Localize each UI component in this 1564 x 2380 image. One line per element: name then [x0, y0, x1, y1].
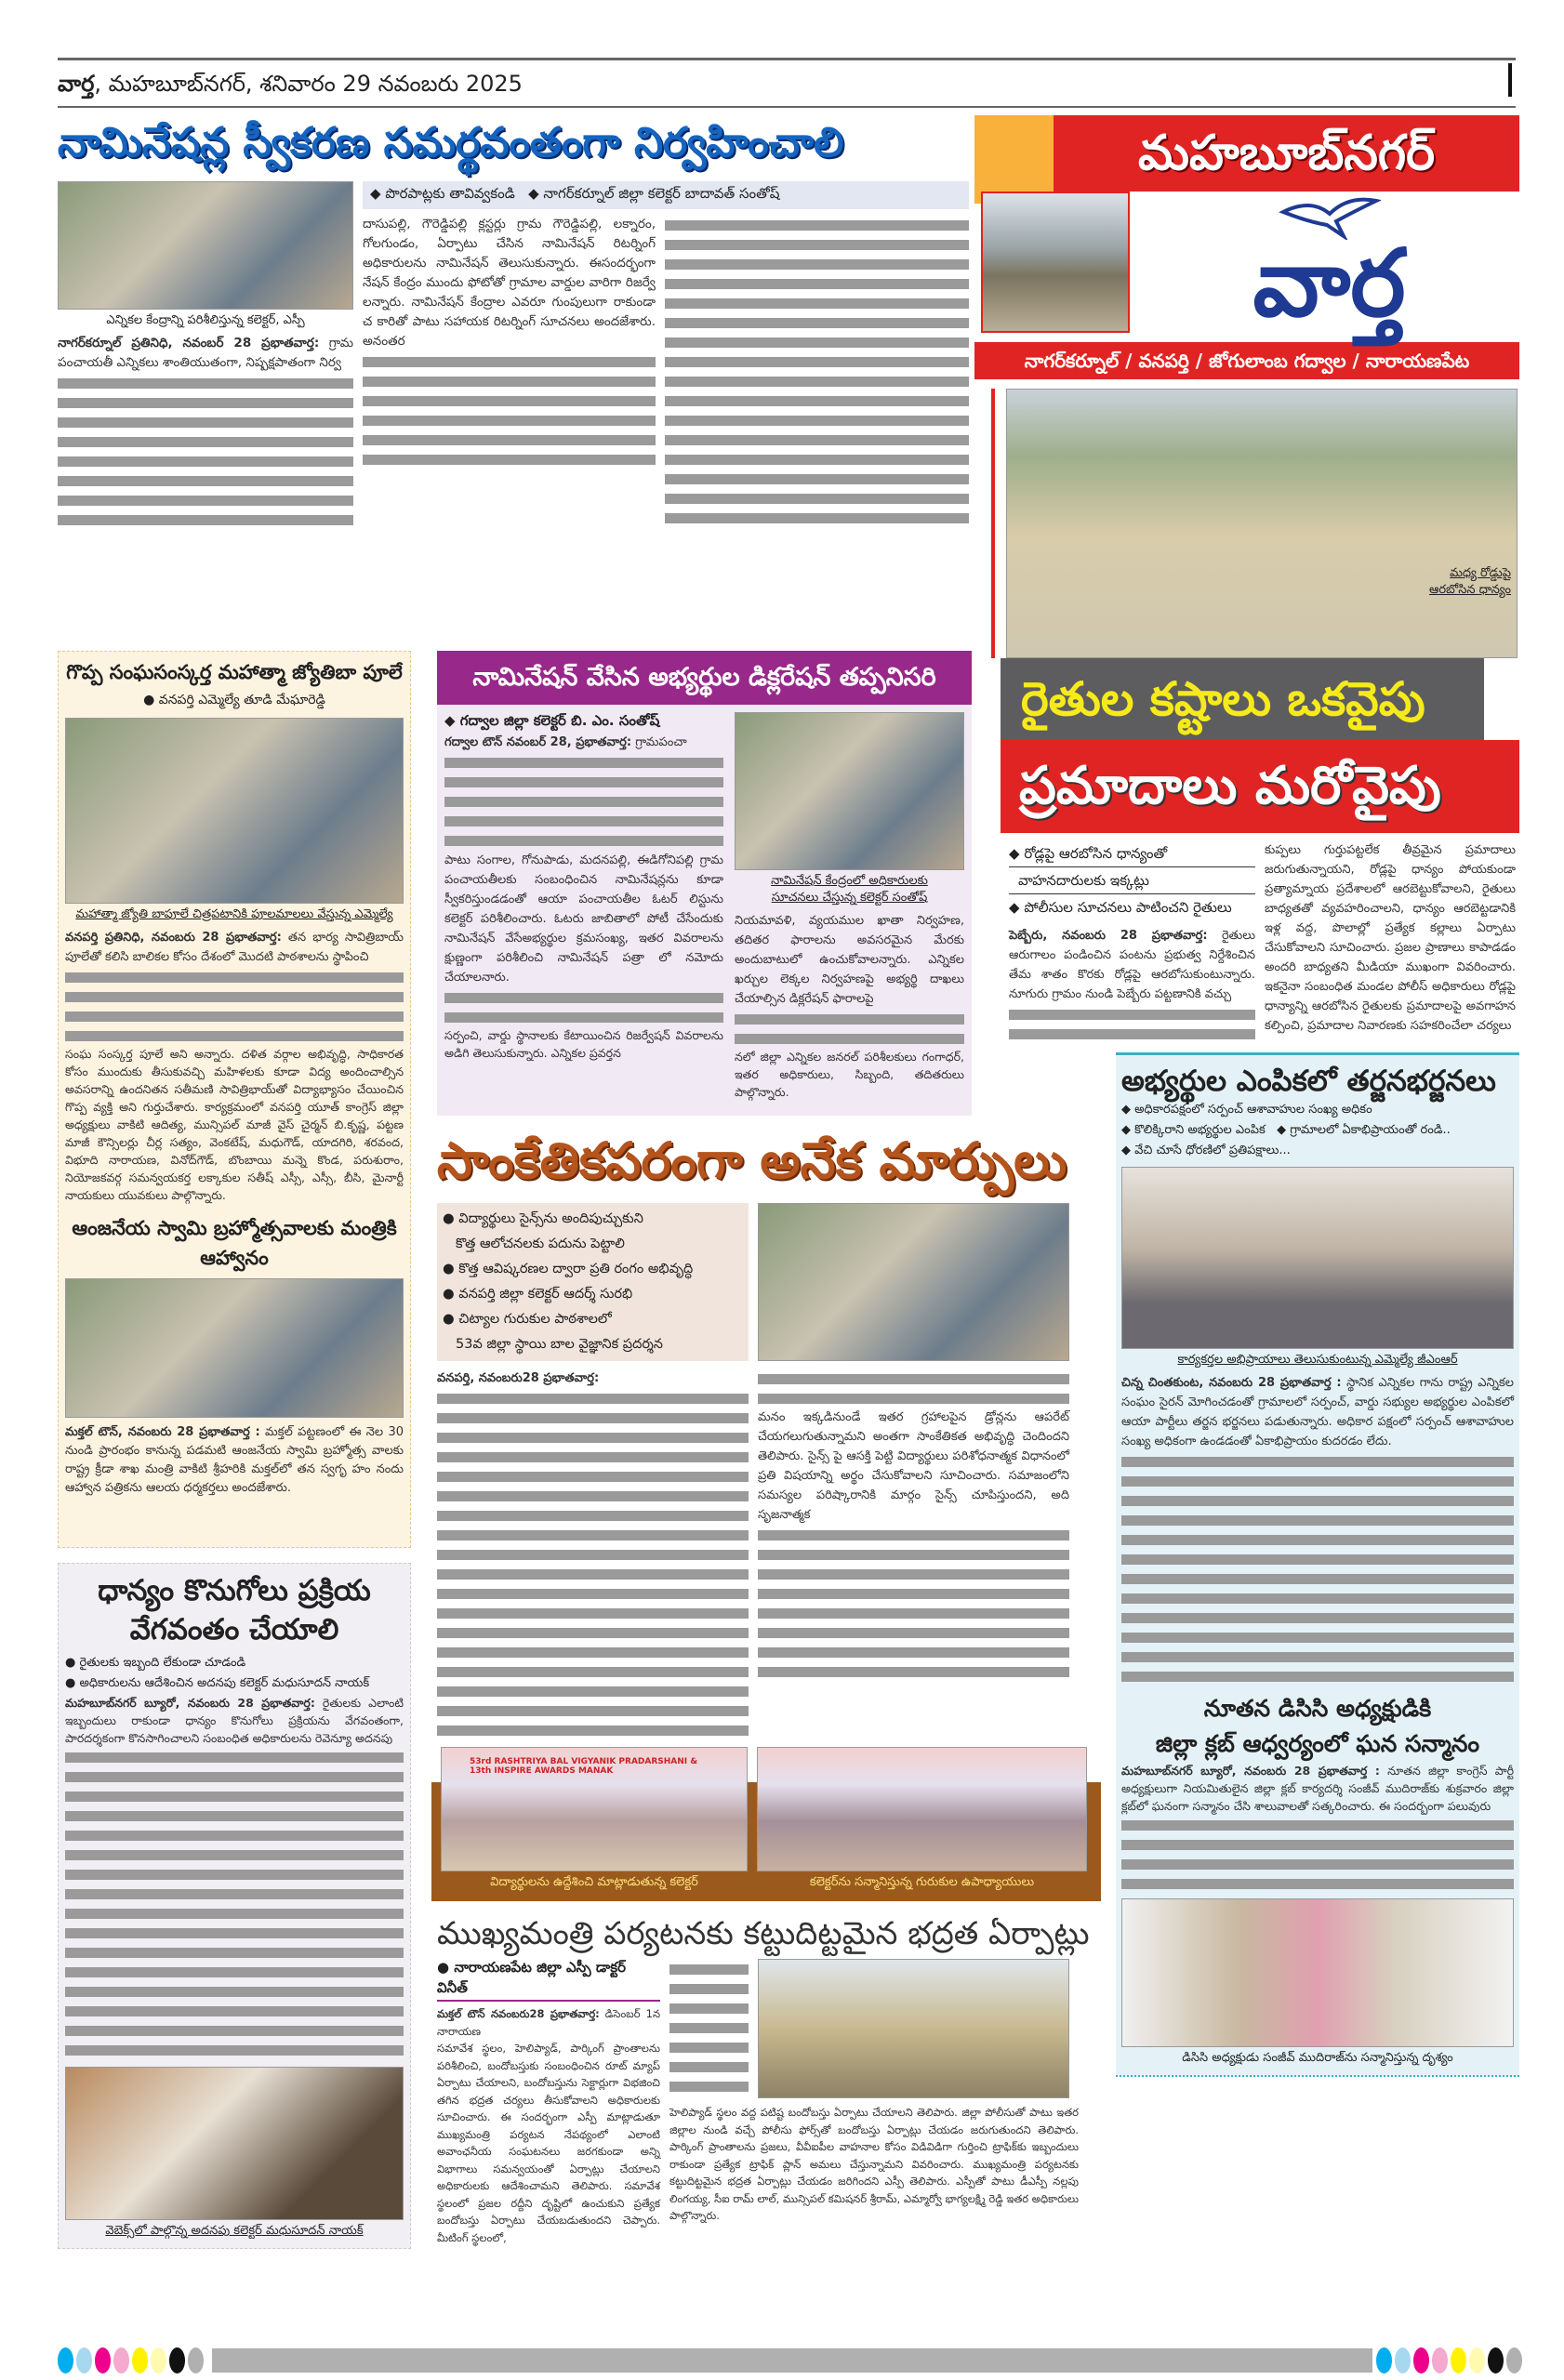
bullet-text: కొలిక్కిరాని అభ్యర్థుల ఎంపిక [1134, 1123, 1266, 1137]
registration-dot [76, 2347, 92, 2373]
registration-dots-right [1376, 2347, 1525, 2374]
date-text: , మహబూబ్‌నగర్, శనివారం 29 నవంబరు 2025 [94, 71, 523, 97]
headline-line: నూతన డిసిసి అధ్యక్షుడికి [1203, 1695, 1432, 1722]
collector-speech-photo [441, 1747, 748, 1871]
story4-headline: ఆంజనేయ స్వామి బ్రహ్మోత్సవాలకు మంత్రికి ఆహ్వానం [72, 1217, 397, 1269]
masthead-orange-block [974, 115, 1054, 192]
story6-caption-right: కలెక్టర్‌ను సన్మానిస్తున్న గురుకుల ఉపాధ్యాయులు [809, 1875, 1035, 1889]
phule-box [58, 651, 411, 1548]
story3-tail: సంఘ సంస్కర్త పూలే అని అన్నారు. దళిత వర్గాల అభివృద్ధి, సాధికారత కోసం ముందుకు తీసుకువచ్చి మహిళలకు కూడా విద్య అందించాల్సిన అవసరాన్ని ఉందనితన సతీమణి సావిత్రిభాయ్‌తో విద్యాభ్యాసం చేయించిన గొప్ప వ్యక్తి అని గుర్తుచేశారు. కార్యక్రమంలో వనపర్తి యూత్ కాంగ్రెస్ జిల్లా అధ్యక్షులు వాకిటి ఆదిత్య, మున్సిపల్ మాజీ వైస్ చైర్మన్ బి.కృష్ణ, పట్టణ మాజీ కౌన్సిలర్లు చీర్ల సత్యం, వెంకటేష్, మధుగౌడ్, యాదగిరి, శరవంద, విభూది నారాయణ, వినోద్‌గౌడ్, బొంబాయి మన్నె కొండ, పరుశురాం, నియోజకవర్గ సమన్వయకర్త లక్కాకుల సతీష్ ఎస్సీ, ఎస్సీ, బీసి, మైనార్టీ నాయకులు యువకులు పాల్గొన్నారు. [65, 1047, 404, 1202]
story7-dateline: మహబూబ్‌నగర్ బ్యూరో, నవంబరు 28 ప్రభాతవార్త: [65, 1696, 315, 1710]
story1-body-start [58, 334, 353, 373]
story4-dateline: మక్తల్ టౌన్, నవంబరు 28 ప్రభాతవార్త : [65, 1425, 260, 1439]
story6-text-lines [758, 1368, 1069, 1408]
story5-col2 [735, 712, 964, 1101]
story3-headline: గొప్ప సంఘసంస్కర్త మహాత్మా జ్యోతిబా పూలే [66, 661, 403, 683]
grain-box [58, 1563, 411, 2249]
registration-dot [1451, 2347, 1466, 2373]
story1-lead: గ్రామ పంచాయతీ ఎన్నికలు శాంతియుతంగా, నిష్పక్షపాతంగా నిర్వ [58, 335, 353, 370]
story5-dateline-line [444, 733, 723, 752]
story6-dateline-line [437, 1368, 749, 1388]
story5-col1 [444, 712, 723, 1062]
farmer-grain-photo [1006, 389, 1518, 658]
caption-line: సూచనలు చేస్తున్న కలెక్టర్ సంతోష్ [771, 891, 928, 905]
story7-bullets [65, 1653, 404, 1694]
registration-dot [1432, 2347, 1448, 2373]
story1-caption: ఎన్నికల కేంద్రాన్ని పరిశీలిస్తున్న కలెక్టర్, ఎస్పీ [106, 312, 305, 327]
story1-subhead-bar: ◆ పొరపాట్లకు తావివ్వకండి ◆ నాగర్‌కర్నూల్ జిల్లా కలెక్టర్ బాదావత్ సంతోష్ [363, 181, 969, 209]
story1-photo-column [58, 181, 353, 529]
bullet-item: 53వ జిల్లా స్థాయి బాల వైజ్ఞానిక ప్రదర్శన [456, 1337, 663, 1352]
registration-dot [113, 2347, 129, 2373]
bullet-item: ◆ పోలీసుల సూచనలు పాటించని రైతులు [1009, 899, 1232, 916]
headline-line: జిల్లా క్లబ్ ఆధ్వర్యంలో ఘన సన్మానం [1155, 1730, 1480, 1757]
byline-text: వనపర్తి ఎమ్మెల్యే తూడి మేఘారెడ్డి [158, 693, 325, 707]
story7-body [65, 1694, 404, 1747]
story6-text-lines [758, 1525, 1069, 1681]
story6-text-lines [437, 1388, 749, 1739]
registration-dot [58, 2347, 73, 2373]
farmer-photo-caption: మధ్య రోడ్డుపై ఆరబోసిన ధాన్యం [1428, 566, 1511, 597]
story1-headline: నామినేషన్ల స్వీకరణ సమర్థవంతంగా నిర్వహించాలి [58, 119, 844, 166]
registration-dot [1506, 2347, 1522, 2373]
masthead-logo: వార్త [1253, 229, 1406, 337]
bullet-item: ◆ అధికారపక్షంలో సర్పంచ్ ఆశావాహుల సంఖ్య అధికం [1121, 1103, 1372, 1117]
story3-dateline: వనపర్తి ప్రతినిధి, నవంబరు 28 ప్రభాతవార్త: [65, 931, 282, 945]
story2-photo-row [974, 389, 1519, 658]
story1-subhead: పొరపాట్లకు తావివ్వకండి [385, 184, 515, 202]
story6-right: మనం ఇక్కడినుండే ఇతర గ్రహాలపైన డ్రోన్లను ఆపరేట్ చేయగలుగుతున్నామని అంతగా సాంకేతికత అభివృద్ధి చెందిందని తెలిపారు. సైన్స్ పై ఆసక్తి పెట్టి విద్యార్థులు పరిశోధనాత్మక విధానంలో ప్రతి విషయాన్ని అర్థం చేసుకోవాలని సూచించారు. సమాజంలోని సమస్యల పరిష్కారానికి మార్గం సైన్స్ చూపిస్తుందని, అది సృజనాత్మక [758, 1410, 1069, 1522]
bullet-text: చిట్యాల గురుకుల పాఠశాలలో [458, 1312, 612, 1327]
phule-photo [65, 718, 404, 904]
registration-dot [1469, 2347, 1485, 2373]
story5-dateline: గద్వాల టౌన్ నవంబర్ 28, ప్రభాతవార్త: [444, 735, 632, 749]
story7-headline: ధాన్యం కొనుగోలు ప్రక్రియ వేగవంతం చేయాలి [98, 1574, 371, 1646]
bullet-text: రోడ్లపై ఆరబోసిన ధాన్యంతో [1024, 845, 1168, 862]
bullet-item: ● విద్యార్థులు సైన్స్‌ను అందిపుచ్చుకుని [443, 1211, 643, 1226]
story7-lead: రైతులకు ఎలాంటి ఇబ్బందులు రాకుండా ధాన్యం కొనుగోలు ప్రక్రియను వేగవంతంగా, పారదర్శకంగా కొనసాగించాలని సంబంధిత అధికారులను రెవెన్యూ అదనపు [65, 1696, 404, 1745]
masthead-top [974, 115, 1519, 192]
story9-headline: అభ్యర్థుల ఎంపికలో తర్జనభర్జనలు [1121, 1064, 1496, 1098]
registration-dot [188, 2347, 204, 2373]
story6-col2 [758, 1368, 1069, 1681]
mla-meeting-photo [1121, 1167, 1514, 1349]
story8-col1-text: సమావేశ స్థలం, హెలిప్యాడ్, పార్కింగ్ ప్రాంతాలను పరిశీలించి, బందోబస్తుకు సంబంధించిన రూట్ మ్యాప్ ఏర్పాటు చేయాలని, బందోబస్తును సెక్టార్లుగా విభజించి తగిన భద్రత చర్యలు తీసుకోవాలని అధికారులకు సూచించారు. ఈ సందర్భంగా ఎస్పీ మాట్లాడుతూ ముఖ్యమంత్రి పర్యటన నేపథ్యంలో ఎలాంటి అవాంఛనీయ సంఘటనలు జరగకుండా అన్ని విభాగాలు సమన్వయంతో ఏర్పాట్లు చేయాలని అధికారులకు ఆదేశించామని తెలిపారు. సమావేశ స్థలంలో ప్రజల రద్దీని దృష్టిలో ఉంచుకుని ప్రత్యేక బందోబస్తు ఏర్పాటు చేయబడుతుందని చెప్పారు. మీటింగ్ స్థలంలో, [437, 2042, 660, 2244]
story5-lead: గ్రామపంచా [635, 735, 687, 749]
story7-caption: వెబెక్స్‌లో పాల్గొన్న అదనపు కలెక్టర్ మధుసూదన్ నాయక్ [105, 2224, 364, 2238]
story1-columns [58, 181, 969, 529]
story5-text-lines [444, 987, 723, 1026]
declaration-box [437, 651, 972, 1116]
bullet-item: వాహనదారులకు ఇక్కట్లు [1009, 866, 1255, 894]
bullet-item: ● కొత్త ఆవిష్కరణల ద్వారా ప్రతి రంగం అభివృద్ధి [443, 1262, 694, 1276]
story10-headline [1121, 1691, 1514, 1762]
dcc-felicitation-photo [1121, 1898, 1514, 2047]
registration-dot [1376, 2347, 1392, 2373]
masthead-districts: నాగర్‌కర్నూల్ / వనపర్తి / జోగులాంబ గద్వాల / నారాయణపేట [974, 342, 1519, 379]
science-exhibit-photo [758, 1203, 1069, 1361]
story9-body [1121, 1373, 1514, 1451]
bullet-item: ● రైతులకు ఇబ్బంది లేకుండా చూడండి [65, 1656, 246, 1670]
bullet-item: ● అధికారులను ఆదేశించిన అదనపు కలెక్టర్ మధుసూదన్ నాయక్ [65, 1676, 370, 1690]
story5-mid: పాటు సంగాల, గోనుపాడు, మదనపల్లి, ఈడిగోనిపల్లి గ్రామ పంచాయతీలకు సంబంధించిన నామినేషన్లను కూడా స్వీకరిస్తుండడంతో ఆయా పంచాయతీల ఓటర్ లిస్టును కలెక్టర్ పరిశీలించారు. ఓటరు జాబితాలో పోటీ చేసేందుకు నామినేషన్ వేసేఅభ్యర్థుల క్రమసంఖ్య, ఇతర వివరాలను క్షుణ్ణంగా పరిశీలించి నామినేషన్ పత్రా లో నమోదు చేయాలనారు. [444, 853, 723, 985]
registration-bar [212, 2348, 1372, 2373]
registration-dot [95, 2347, 111, 2373]
story10-caption: డిసిసి అధ్యక్షుడు సంజీవ్ ముదిరాజ్‌ను సన్మానిస్తున్న దృశ్యం [1182, 2051, 1453, 2065]
paper-name: వార్త [58, 71, 95, 97]
story9-text-lines [1121, 1451, 1514, 1686]
story9-bullets [1121, 1100, 1514, 1161]
story6-col1 [437, 1368, 749, 1739]
story2-headline-1: రైతుల కష్టాలు ఒకవైపు [1001, 658, 1484, 740]
story6-text-row [437, 1368, 1097, 1739]
byline-text: గద్వాల జిల్లా కలెక్టర్ బి. ఎం. సంతోష్ [459, 712, 660, 729]
teachers-felicitation-photo [757, 1747, 1087, 1871]
story10-dateline: మహబూబ్‌నగర్ బ్యూరో, నవంబరు 28 ప్రభాతవార్త : [1121, 1764, 1380, 1778]
story3-lead: తన భార్య సావిత్రిబాయ్ పూలేతో కలిసి బాలికల కోసం దేశంలో మొదటి పాఠశాలను స్థాపించి [65, 931, 404, 964]
red-arrow [991, 389, 995, 658]
bullet-item: ◆ వేచి చూసే ధోరణిలో ప్రతిపక్షాలు... [1121, 1144, 1291, 1157]
story10-text-lines [1121, 1815, 1514, 1893]
bullet-text: అధికారపక్షంలో సర్పంచ్ ఆశావాహుల సంఖ్య అధికం [1134, 1103, 1372, 1117]
district: నాగర్‌కర్నూల్ [1024, 350, 1120, 372]
story8-col1 [437, 1959, 660, 2246]
story9-caption: కార్యకర్తల అభిప్రాయాలు తెలుసుకుంటున్న ఎమ్మెల్యే జీఎంఆర్ [1177, 1353, 1458, 1367]
district: జోగులాంబ గద్వాల [1209, 350, 1346, 372]
top-rule [58, 58, 1516, 60]
district: నారాయణపేట [1365, 350, 1470, 372]
story5-end-left: సర్పంచి, వార్డు స్థానాలకు కేటాయించిన రిజర్వేషన్ వివరాలను అడిగి తెలుసుకున్నారు. ఎన్నికల ప్రవర్తన [444, 1028, 723, 1060]
story1-text-lines [58, 373, 353, 529]
nomination-centre-photo [735, 712, 964, 870]
story5-byline: ◆ గద్వాల జిల్లా కలెక్టర్ బి. ఎం. సంతోష్ [444, 712, 660, 729]
story6-photo-strip [437, 1747, 1097, 1903]
masthead-logo-row [974, 192, 1519, 342]
story8-dateline: మక్తల్ టౌన్ నవంబరు28 ప్రభాతవార్త: [437, 2007, 600, 2020]
middle-column [437, 651, 1097, 2246]
story2-lead: రైతులు ఆరుగాలం పండించిన పంటను ప్రభుత్వ నిర్దేశించిన తేమ శాతం కొరకు రోడ్లపై ఆరబోసుకుంటున్నారు. నూగురు గ్రామం నుండి పెబ్బేరు పట్టణానికి వచ్చు [1009, 929, 1255, 1001]
story2-dateline: పెబ్బేరు, నవంబరు 28 ప్రభాతవార్త: [1009, 929, 1208, 943]
bullet-item: ● చిట్యాల గురుకుల పాఠశాలలో [443, 1312, 612, 1327]
registration-dot [132, 2347, 148, 2373]
story10-body [1121, 1762, 1514, 1815]
story8-byline: ● నారాయణపేట జిల్లా ఎస్పీ డాక్టర్ వినీత్ [437, 1959, 660, 2002]
story4-text: మక్తల్ పట్టణంలో ఈ నెల 30 నుండి ప్రారంభం కానున్న పడమటి ఆంజనేయ స్వామి బ్రహ్మోత్స వాలకు రాష్ట్ర క్రీడా శాఖ మంత్రి వాకిటి శ్రీహరికి మక్తల్‌లో తన స్వగృ హం నందు ఆహ్వాన పత్రికను ఆలయ ధర్మకర్తలు అందజేశారు. [65, 1425, 404, 1495]
story4-body [65, 1423, 404, 1498]
left-column [58, 651, 411, 2249]
story6-bullets [437, 1203, 749, 1361]
story8-col2-text: హెలిప్యాడ్ స్థలం వద్ద పటిష్ట బందోబస్తు ఏర్పాటు చేయాలని తెలిపారు. జిల్లా పోలీసుతో పాటు ఇతర జిల్లాల నుండి వచ్చే పోలీసు ఫోర్స్‌తో బందోబస్తు ఏర్పాట్లు చేయడం జరుగుతుందని తెలిపారు. పార్కింగ్ ప్రాంతాలను ప్రజలు, వీవీఐపీల వాహనాల కోసం విడివిడిగా గుర్తించి ట్రాఫిక్‌కు ఇబ్బందులు రాకుండా ప్రత్యేక ట్రాఫిక్ ప్లాన్ అమలు చేస్తున్నామని వివరించారు. ముఖ్యమంత్రి పర్యటనకు కట్టుదిట్టమైన భద్రత ఏర్పాట్లు చేయడం జరిగిందని ఎస్పీ తెలిపారు. ఎస్పీతో పాటు డీఎస్పీ నల్లపు లింగయ్య, సీఐ రామ్ లాల్, మున్సిపల్ కమిషనర్ శ్రీరామ్, ఎమ్మార్వో భాగ్యలక్ష్మి రెడ్డి ఇతర అధికారులు పాల్గొన్నారు. [669, 2106, 1079, 2222]
bullet-item: ◆ కొలిక్కిరాని అభ్యర్థుల ఎంపిక ◆ గ్రామాలలో ఏకాభిప్రాయంతో రండి.. [1121, 1123, 1451, 1137]
story6-caption-left: విద్యార్థులను ఉద్దేశించి మాట్లాడుతున్న కలెక్టర్ [490, 1875, 698, 1889]
story5-columns [437, 705, 972, 1108]
story8-lead: డిసెంబర్ 1న నారాయణ [437, 2007, 661, 2038]
bullet-text: విద్యార్థులు సైన్స్‌ను అందిపుచ్చుకుని [458, 1211, 643, 1226]
story8-text-lines [669, 1959, 749, 2098]
story6-top-row [437, 1203, 1097, 1361]
dateline [58, 71, 523, 102]
right-lower-box [1116, 1052, 1519, 2077]
bullet-text: గ్రామాలలో ఏకాభిప్రాయంతో రండి.. [1290, 1123, 1451, 1137]
story1-text-lines [665, 215, 969, 527]
story1-text-area [363, 181, 969, 527]
story10-lead: నూతన జిల్లా కాంగ్రెస్ పార్టీ అధ్యక్షులుగా నియమితులైన జిల్లా క్లబ్ కార్యదర్శి సంజీవ్ ముదిరాజ్‌కు శుక్రవారం జిల్లా క్లబ్‌లో ఘనంగా సన్మానం చేసి శాలువాలతో సత్కరించారు. ఈ సందర్భంగా పలువురు [1121, 1764, 1514, 1813]
story2-headline-2: ప్రమాదాలు మరోవైపు [1001, 740, 1519, 833]
story3-text-lines [65, 967, 404, 1045]
caption-line: నామినేషన్ కేంద్రంలో అధికారులకు [771, 874, 928, 888]
story3-byline: ● వనపర్తి ఎమ్మెల్యే తూడి మేఘారెడ్డి [143, 693, 325, 707]
header-rule [58, 106, 1516, 108]
story1-col2: దాసుపల్లి, గౌరెడ్డిపల్లి క్లస్టర్లు గ్రామ గౌరెడ్డిపల్లి, లక్నారం, గోలగుండం, ఏర్పాటు చేసిన నామినేషన్ రిటర్నింగ్ అధికారులను నామినేషన్ తెలుసుకున్నారు. ఈసందర్భంగా నేషన్ కేంద్రం ముందు ఫోటోతో గ్రామాల వార్డుల వారిగా రిజర్వే లన్నారు. నామినేషన్ కేంద్రాల ఎవరూ గుంపులుగా రాకుండా చ కారితో పాటు సహాయక రిటర్నింగ్ సూచనలు అందజేశారు. అనంతర [363, 216, 656, 349]
bullet-text: వేచి చూసే ధోరణిలో ప్రతిపక్షాలు... [1134, 1144, 1291, 1157]
story8-row [437, 1959, 1097, 2246]
story6-dateline: వనపర్తి, నవంబరు28 ప్రభాతవార్త: [437, 1371, 600, 1385]
story9-dateline: చిన్న చింతకుంట, నవంబరు 28 ప్రభాతవార్త : [1121, 1376, 1342, 1390]
registration-dot [1395, 2347, 1411, 2373]
bullet-item: కొత్త ఆలోచనలకు పదును పెట్టాలి [456, 1236, 625, 1251]
story1-text-lines [363, 351, 656, 469]
police-inspection-photo [758, 1959, 1069, 2098]
story1-subhead: నాగర్‌కర్నూల్ జిల్లా కలెక్టర్ బాదావత్ సంతోష్ [543, 184, 780, 202]
story1-col2-column [363, 215, 656, 469]
bullet-text: కొత్త ఆవిష్కరణల ద్వారా ప్రతి రంగం అభివృద్ధి [458, 1262, 694, 1276]
story5-text-lines [735, 1009, 964, 1048]
bullet-text: రైతులకు ఇబ్బంది లేకుండా చూడండి [79, 1656, 246, 1670]
district: వనపర్తి [1138, 350, 1189, 372]
story8-dateline-line [437, 2005, 660, 2040]
story2-col2: కుప్పలు గుర్తుపట్టలేక తీవ్రమైన ప్రమాదాలు జరుగుతున్నాయని, రోడ్లపై ధాన్యం పోయకుండా ప్రత్యామ్నాయ ప్రదేశాలలో ఆరబెట్టుకోవాలని, రైతులు బాధ్యతతో వ్యవహరించాలని, ధాన్యం ఆరబెట్టడానికి ఇళ్ల వద్ద, పొలాల్లో ప్రత్యేక కల్లాలు ఏర్పాటు చేసుకోవాలని సూచించారు. ప్రజల ప్రాణాలు కాపాడడం అందరి బాధ్యతని మీడియా ముఖంగా వివరించారు. ఇకనైనా సంబంధిత మండల పోలీస్ అధికారులు రోడ్లపై ధాన్యాన్ని ఆరబోసిన రైతులకు ప్రమాదాలపై అవగాహన కల్పించి, ప్రమాదాల నివారణకు సహకరించేలా చర్యలు [1265, 843, 1516, 1033]
registration-dot [1488, 2347, 1504, 2373]
story8-photo-row [669, 1959, 1097, 2098]
registration-dot [1413, 2347, 1429, 2373]
story9-lead: స్థానిక ఎన్నికల గాను రాష్ట్ర ఎన్నికల సంఘం సైరన్ మోగించడంతో గ్రామాలలో సర్పంచ్, వార్డు సభ్యుల అభ్యర్థుల ఎంపికలో ఆయా పార్టీలు తర్జన భర్జనలు పడుతున్నారు. అధికార పక్షంలో సర్పంచ్ ఆశావాహుల సంఖ్య అధికంగా ఉండడంతో ఏకాభిప్రాయం కుదరడం లేదు. [1121, 1376, 1515, 1448]
bullet-text: పోలీసుల సూచనలు పాటించని రైతులు [1024, 899, 1232, 916]
bullet-text: వనపర్తి జిల్లా కలెక్టర్ ఆదర్శ్ సురభి [458, 1287, 633, 1302]
story1-text-columns [363, 215, 969, 527]
registration-dot [169, 2347, 185, 2373]
bullet-text: అధికారులను ఆదేశించిన అదనపు కలెక్టర్ మధుసూదన్ నాయక్ [79, 1676, 370, 1690]
story7-text-lines [65, 1747, 404, 2059]
story8-col2 [669, 1959, 1097, 2225]
story5-end-right: నలో జిల్లా ఎన్నికల జనరల్ పరిశీలకులు గంగాధర్, ఇతర అధికారులు, సిబ్బంది, తదితరులు పాల్గొన్నారు. [735, 1050, 964, 1099]
masthead-edition: మహబూబ్‌నగర్ [1054, 115, 1519, 192]
webex-photo [65, 2067, 404, 2220]
story6-headline: సాంకేతికపరంగా అనేక మార్పులు [437, 1131, 1067, 1190]
story3-caption: మహాత్మా జ్యోతి బాపూలే చిత్రపటానికి పూలమాలలు వేస్తున్న ఎమ్మెల్యే [75, 907, 393, 921]
story5-headline: నామినేషన్ వేసిన అభ్యర్థుల డిక్లరేషన్ తప్పనిసరి [437, 651, 972, 705]
masthead-logo-wrap [1139, 192, 1519, 340]
story5-caption [735, 874, 964, 907]
registration-dot [151, 2347, 166, 2373]
story5-text-lines [444, 752, 723, 851]
registration-dots-left [58, 2347, 206, 2374]
bullet-item: ◆ రోడ్లపై ఆరబోసిన ధాన్యంతో [1009, 845, 1168, 862]
story1-dateline: నాగర్‌కర్నూల్ ప్రతినిధి, నవంబర్ 28 ప్రభాతవార్త: [58, 335, 320, 350]
story1-block [58, 119, 969, 529]
page-marker [1508, 63, 1512, 97]
story5-right: నియమావళి, వ్యయముల ఖాతా నిర్వహణ, తదితర ఫారాలను అవసరమైన మేరకు అందుబాటులో ఉంచుకోవాలన్నారు. ఎన్నికల ఖర్చుల లెక్కల నిర్వహణపై అభ్యర్థి దాఖలు చేయాల్సిన డిక్లరేషన్ ఫారాలపై [735, 914, 964, 1006]
story1-photo [58, 181, 353, 310]
story8-headline: ముఖ్యమంత్రి పర్యటనకు కట్టుదిట్టమైన భద్రత ఏర్పాట్లు [437, 1915, 1090, 1952]
byline-text: నారాయణపేట జిల్లా ఎస్పీ డాక్టర్ వినీత్ [437, 1959, 626, 1996]
anjaneya-photo [65, 1278, 404, 1418]
dam-photo [981, 192, 1130, 333]
bullet-item: ● వనపర్తి జిల్లా కలెక్టర్ ఆదర్శ్ సురభి [443, 1287, 633, 1302]
banner-text: 53rd RASHTRIYA BAL VIGYANIK PRADARSHANI & 13th INSPIRE AWARDS MANAK [470, 1757, 698, 1776]
story3-body [65, 928, 404, 967]
